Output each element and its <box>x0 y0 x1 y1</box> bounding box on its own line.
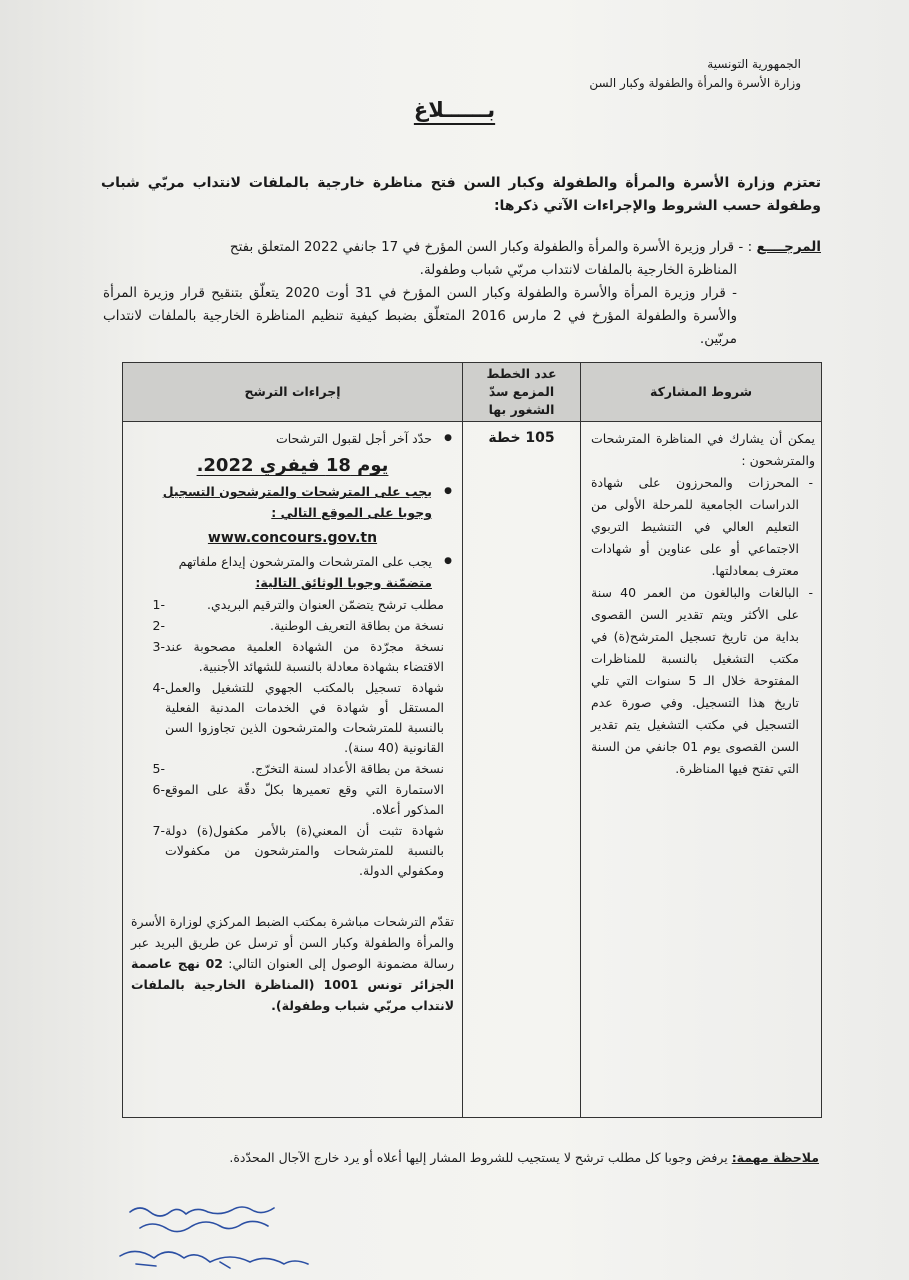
document-number: -2 <box>152 618 165 633</box>
note-label: ملاحظة مهمة: <box>731 1150 819 1165</box>
header-procedures: إجراءات الترشح <box>123 363 463 422</box>
document-number: -4 <box>152 680 165 695</box>
document-text: مطلب ترشح يتضمّن العنوان والترقيم البريدي. <box>207 597 444 612</box>
document-number: -5 <box>152 761 165 776</box>
letterhead-ministry: وزارة الأسرة والمرأة والطفولة وكبار السن <box>589 76 801 90</box>
references-label: المرجــــع <box>756 239 821 255</box>
document-item <box>131 637 454 677</box>
letterhead <box>589 55 801 93</box>
document-item <box>131 780 454 820</box>
letterhead-republic: الجمهورية التونسية <box>707 57 801 71</box>
header-conditions: شروط المشاركة <box>581 363 822 422</box>
reference-1-continued: المناظرة الخارجية بالملفات لانتداب مربّي شباب وطفولة. <box>419 262 737 278</box>
document-item <box>131 595 454 615</box>
header-count: عدد الخطط المزمع سدّ الشغور بها <box>463 363 581 422</box>
competition-table <box>122 362 822 1118</box>
deadline-bullet: ● حدّد آخر أجل لقبول الترشحات <box>131 428 454 449</box>
positions-count: 105 خطة <box>463 422 581 1118</box>
document-text: الاستمارة التي وقع تعميرها بكلّ دقّة على الموقع المذكور أعلاه. <box>165 782 444 817</box>
important-note <box>99 1150 819 1165</box>
submission-paragraph: تقدّم الترشحات مباشرة بمكتب الضبط المركزي لوزارة الأسرة والمرأة والطفولة وكبار السن أو ترسل عن طريق البريد عبر رسالة مضمونة الوصول إلى العنوان التالي: 02 نهج عاصمة الجزائر تونس 1001 (المناظرة الخارجية بالملفات لانتداب مربّي شباب وطفولة). <box>131 914 455 1013</box>
reference-1: المرجــــع : - قرار وزيرة الأسرة والمرأة والطفولة وكبار السن المؤرخ في 17 جانفي 2022 المتعلق بفتح <box>229 239 821 255</box>
website-link: www.concours.gov.tn <box>207 530 378 546</box>
document-number: -3 <box>152 639 165 654</box>
handwritten-signature <box>100 1198 360 1278</box>
table-header-row <box>123 363 822 422</box>
table-row <box>123 422 822 1118</box>
document-text: شهادة تسجيل بالمكتب الجهوي للتشغيل والعمل المستقل أو شهادة في الخدمات المدنية الفعلية بالنسبة للمترشحات والمترشحون الذين تجاوزوا السن القانونية (40 سنة). <box>165 680 444 755</box>
document-item <box>131 678 454 758</box>
document-item <box>131 821 454 881</box>
document-title: بــــــلاغ <box>413 98 496 122</box>
document-item <box>131 759 454 779</box>
submission-address: 02 نهج عاصمة الجزائر تونس 1001 (المناظرة الخارجية بالملفات لانتداب مربّي شباب وطفولة). <box>131 956 454 1013</box>
condition-degree: - المحرزات والمحرزون على شهادة الدراسات الجامعية للمرحلة الأولى من التعليم العالي في التنشيط التربوي الاجتماعي أو على عناوين أو شهادات معترف بمعادلتها. <box>591 472 799 582</box>
register-bullet: ● يجب على المترشحات والمترشحون التسجيل وجوبا على الموقع التالي : <box>131 481 454 523</box>
conditions-list <box>591 472 815 780</box>
conditions-intro: يمكن أن يشارك في المناظرة المترشحات والمترشحون : <box>591 431 815 468</box>
references-section <box>103 236 821 351</box>
document-number: -1 <box>152 597 165 612</box>
document-number: -6 <box>152 782 165 797</box>
conditions-cell <box>581 422 822 1118</box>
document-number: -7 <box>152 823 165 838</box>
condition-age: - البالغات والبالغون من العمر 40 سنة على الأكثر ويتم تقدير السن القصوى بداية من تاريخ تسجيل المترشح(ة) في مكتب التشغيل بالنسبة للمناظرات المفتوحة خلال الـ 5 سنوات التي تلي تاريخ هذا التسجيل. وفي صورة عدم التسجيل في مكتب التشغيل يتم تقدير السن القصوى يوم 01 جانفي من السنة التي تفتح فيها المناظرة. <box>591 582 799 780</box>
document-text: شهادة تثبت أن المعني(ة) بالأمر مكفول(ة) دولة بالنسبة للمترشحات والمترشحون من مكفولات ومكفولي الدولة. <box>165 823 444 878</box>
procedures-cell <box>123 422 463 1118</box>
note-text: يرفض وجوبا كل مطلب ترشح لا يستجيب للشروط المشار إليها أعلاه أو يرد خارج الآجال المحدّدة. <box>229 1150 728 1165</box>
document-text: نسخة مجرّدة من الشهادة العلمية مصحوبة عند الاقتضاء بشهادة معادلة بالنسبة للشهائد الأجنبية. <box>165 639 444 674</box>
document-item <box>131 616 454 636</box>
documents-list <box>131 595 454 881</box>
deadline-date: يوم 18 فيفري 2022. <box>196 455 389 476</box>
deposit-bullet: ● يجب على المترشحات والمترشحون إيداع ملفاتهم متضمّنة وجوبا الوثائق التالية: <box>131 551 454 593</box>
reference-2: - قرار وزيرة المرأة والأسرة والطفولة وكبار السن المؤرخ في 31 أوت 2020 يتعلّق بتنقيح قرار وزيرة المرأة والأسرة والطفولة المؤرخ في 2 مارس 2016 المتعلّق بضبط كيفية تنظيم المناظرة الخارجية بالملفات لانتداب مربّين. <box>103 285 737 347</box>
intro-paragraph: تعتزم وزارة الأسرة والمرأة والطفولة وكبار السن فتح مناظرة خارجية بالملفات لانتداب مربّي شباب وطفولة حسب الشروط والإجراءات الآتي ذكرها: <box>101 175 821 214</box>
document-text: نسخة من بطاقة التعريف الوطنية. <box>269 618 444 633</box>
document-text: نسخة من بطاقة الأعداد لسنة التخرّج. <box>251 761 444 776</box>
